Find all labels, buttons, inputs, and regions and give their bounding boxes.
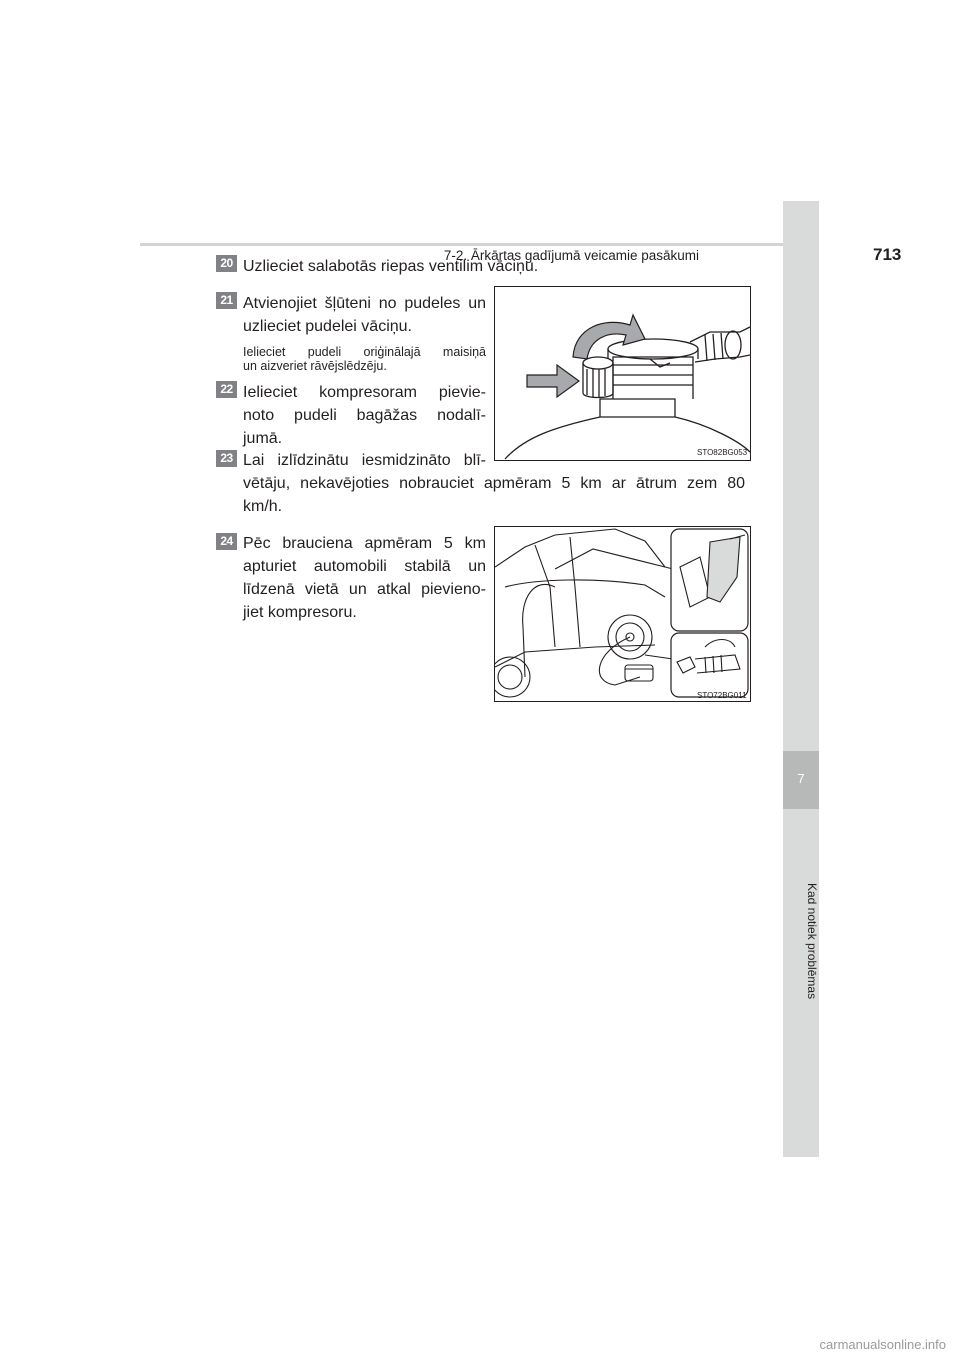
- figure-car-compressor: [494, 526, 751, 702]
- figure-code: STO82BG053: [697, 448, 748, 457]
- text-line: apturiet automobili stabilā un: [243, 558, 486, 575]
- text-line: vētāju, nekavējoties nobrauciet apmēram 5 km ar ātrum zem 80: [243, 475, 745, 492]
- step-21-note: [243, 345, 486, 373]
- text-line: Lai izlīdzinātu iesmidzināto blī-: [243, 452, 486, 469]
- chapter-title: Kad notiek problēmas: [805, 882, 819, 1000]
- step-22-text: [243, 381, 486, 450]
- figure-bottle-cap: [494, 286, 751, 461]
- step-badge-24: 24: [216, 533, 237, 550]
- step-21-text: [243, 292, 486, 338]
- step-24-text: [243, 532, 486, 624]
- step-badge-22: 22: [216, 381, 237, 398]
- car-compressor-illustration: [495, 527, 750, 701]
- header-rule: [140, 243, 819, 246]
- text-line: Atvienojiet šļūteni no pudeles un: [243, 295, 486, 312]
- text-line: līdzenā vietā un atkal pievieno-: [243, 581, 486, 598]
- note-line: un aizveriet rāvējslēdzēju.: [243, 359, 387, 373]
- footer-watermark: carmanualsonline.info: [819, 1337, 946, 1352]
- chapter-sidebar: [783, 201, 819, 1157]
- step-20-text: [243, 255, 763, 278]
- text-line: Pēc brauciena apmēram 5 km: [243, 535, 486, 552]
- note-line: Ielieciet pudeli oriģinālajā maisiņā: [243, 345, 486, 359]
- text-line: Ielieciet kompresoram pievie-: [243, 384, 486, 401]
- text-line: noto pudeli bagāžas nodalī-: [243, 407, 486, 424]
- text-line: Uzlieciet salabotās riepas ventilim vāciņu.: [243, 258, 539, 275]
- step-badge-23: 23: [216, 450, 237, 467]
- step-badge-20: 20: [216, 255, 237, 272]
- text-line: uzlieciet pudelei vāciņu.: [243, 318, 412, 335]
- text-line: km/h.: [243, 498, 283, 515]
- text-line: jiet kompresoru.: [243, 604, 357, 621]
- page-number: 713: [873, 245, 902, 264]
- section-title: 7-2. Ārkārtas gadījumā veicamie pasākumi: [443, 248, 699, 263]
- bottle-cap-illustration: [495, 287, 750, 460]
- chapter-number: 7: [797, 771, 805, 786]
- text-line: jumā.: [243, 430, 283, 447]
- step-badge-21: 21: [216, 292, 237, 309]
- figure-code: STO72BG011: [697, 691, 747, 700]
